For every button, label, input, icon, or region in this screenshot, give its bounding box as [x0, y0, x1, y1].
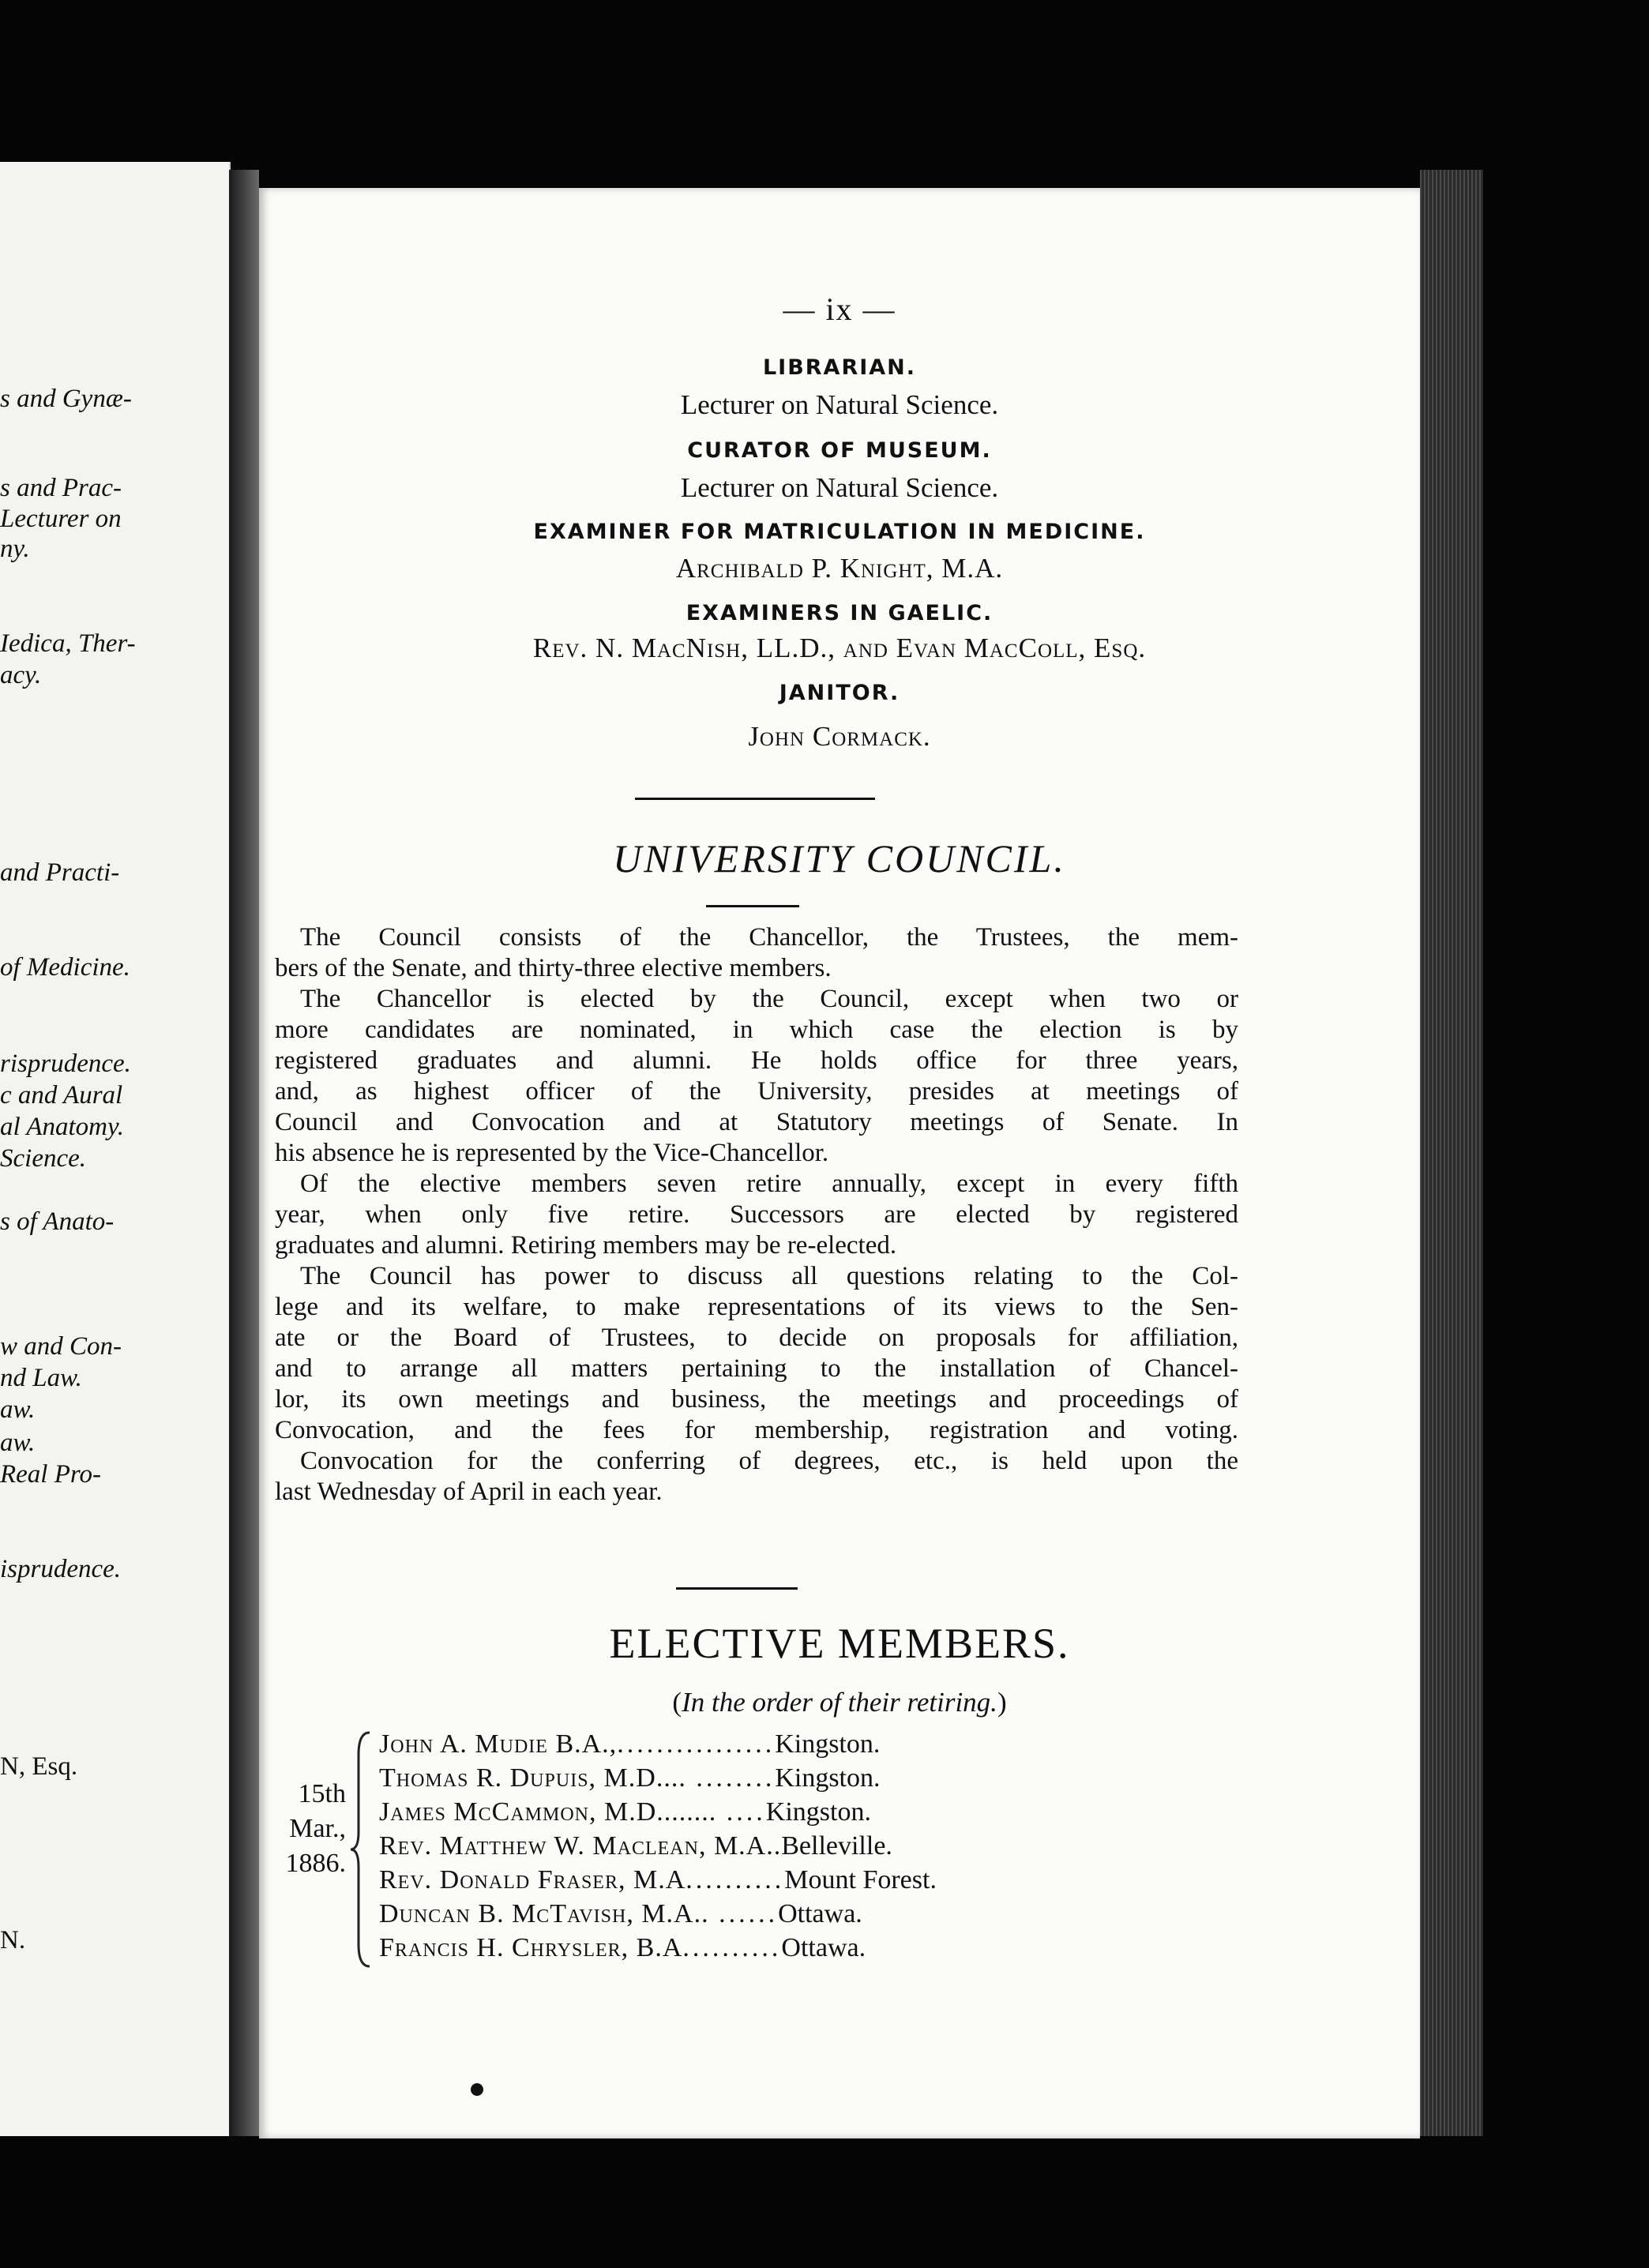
text-line: Council and Convocation and at Statutory meetings of Senate. In [275, 1108, 1238, 1136]
margin-fragment: s and Prac- [0, 474, 122, 502]
margin-fragment: risprudence. [0, 1050, 131, 1078]
text-line: graduates and alumni. Retiring members may be re-elected. [275, 1231, 897, 1260]
margin-fragment: Iedica, Ther- [0, 629, 136, 658]
divider [635, 798, 875, 800]
member-row: Duncan B. McTavish, M.A.. ......Ottawa. [379, 1899, 862, 1928]
member-row: Thomas R. Dupuis, M.D.... ........Kingston. [379, 1763, 881, 1793]
margin-fragment: Lecturer on [0, 505, 122, 533]
section-heading: CURATOR OF MUSEUM. [687, 438, 992, 463]
brace-icon [349, 1731, 373, 1968]
text-line: and, as highest officer of the University, presides at meetings of [275, 1077, 1238, 1106]
council-title: UNIVERSITY COUNCIL. [613, 836, 1066, 881]
margin-fragment: al Anatomy. [0, 1113, 125, 1141]
retire-date: 15th Mar., 1886. [285, 1779, 346, 1878]
text-line: ate or the Board of Trustees, to decide on proposals for affiliation, [275, 1324, 1238, 1352]
officer-value: Lecturer on Natural Science. [680, 472, 999, 503]
text-line: registered graduates and alumni. He holds office for three years, [275, 1046, 1238, 1075]
officer-value: Lecturer on Natural Science. [680, 389, 999, 420]
text-line: year, when only five retire. Successors are elected by registered [275, 1200, 1238, 1229]
text-line: Of the elective members seven retire annually, except in every fifth [300, 1170, 1238, 1198]
margin-fragment: N, Esq. [0, 1752, 78, 1781]
page-number: — ix — [783, 291, 896, 327]
divider [706, 905, 799, 907]
member-row: James McCammon, M.D........ ....Kingston. [379, 1797, 871, 1827]
book-gutter [229, 170, 259, 2136]
officer-value: Archibald P. Knight, M.A. [675, 553, 1004, 584]
text-line: The Chancellor is elected by the Council, except when two or [300, 985, 1238, 1013]
member-row: Rev. Donald Fraser, M.A..........Mount Forest. [379, 1865, 937, 1894]
margin-fragment: Real Pro- [0, 1460, 101, 1489]
ink-spot [471, 2083, 483, 2096]
text-line: and to arrange all matters pertaining to the installation of Chancel- [275, 1354, 1238, 1383]
text-line: lege and its welfare, to make representations of its views to the Sen- [275, 1293, 1238, 1321]
margin-fragment: w and Con- [0, 1332, 122, 1361]
member-row: John A. Mudie B.A.,................Kingston. [379, 1729, 881, 1759]
text-line: lor, its own meetings and business, the meetings and proceedings of [275, 1385, 1238, 1414]
facing-page [0, 162, 231, 2136]
elective-title: ELECTIVE MEMBERS. [609, 1620, 1070, 1667]
council-text [275, 922, 1238, 1508]
margin-fragment: of Medicine. [0, 953, 130, 982]
margin-fragment: aw. [0, 1395, 36, 1424]
margin-fragment: isprudence. [0, 1555, 122, 1583]
section-heading: EXAMINERS IN GAELIC. [686, 601, 994, 625]
margin-fragment: N. [0, 1926, 26, 1954]
text-line: Convocation for the conferring of degrees, etc., is held upon the [300, 1447, 1238, 1475]
margin-fragment: s of Anato- [0, 1207, 115, 1236]
member-row: Rev. Matthew W. Maclean, M.A..Belleville. [379, 1831, 892, 1861]
margin-fragment: nd Law. [0, 1364, 82, 1392]
margin-fragment: acy. [0, 661, 42, 689]
margin-fragment: ny. [0, 535, 30, 563]
margin-fragment: c and Aural [0, 1081, 123, 1110]
text-line: more candidates are nominated, in which case the election is by [275, 1016, 1238, 1044]
text-line: The Council has power to discuss all questions relating to the Col- [300, 1262, 1238, 1290]
text-line: bers of the Senate, and thirty-three elective members. [275, 954, 832, 982]
text-line: last Wednesday of April in each year. [275, 1478, 663, 1506]
margin-fragment: aw. [0, 1429, 36, 1457]
text-line: Convocation, and the fees for membership, registration and voting. [275, 1416, 1238, 1444]
officer-value: John Cormack. [748, 721, 931, 752]
margin-fragment: and Practi- [0, 858, 120, 887]
section-heading: EXAMINER FOR MATRICULATION IN MEDICINE. [533, 520, 1146, 544]
text-line: The Council consists of the Chancellor, the Trustees, the mem- [300, 923, 1238, 952]
member-row: Francis H. Chrysler, B.A..........Ottawa. [379, 1933, 866, 1962]
text-line: his absence he is represented by the Vice-Chancellor. [275, 1139, 829, 1167]
divider [676, 1587, 798, 1590]
book-page-edges [1420, 170, 1483, 2136]
margin-fragment: s and Gynæ- [0, 385, 132, 413]
officer-value: Rev. N. MacNish, LL.D., and Evan MacColl, Esq. [532, 633, 1147, 663]
elective-subtitle: (In the order of their retiring.) [672, 1687, 1007, 1718]
margin-fragment: Science. [0, 1144, 87, 1173]
section-heading: LIBRARIAN. [762, 355, 917, 380]
section-heading: JANITOR. [779, 681, 900, 705]
book-page [259, 188, 1420, 2138]
